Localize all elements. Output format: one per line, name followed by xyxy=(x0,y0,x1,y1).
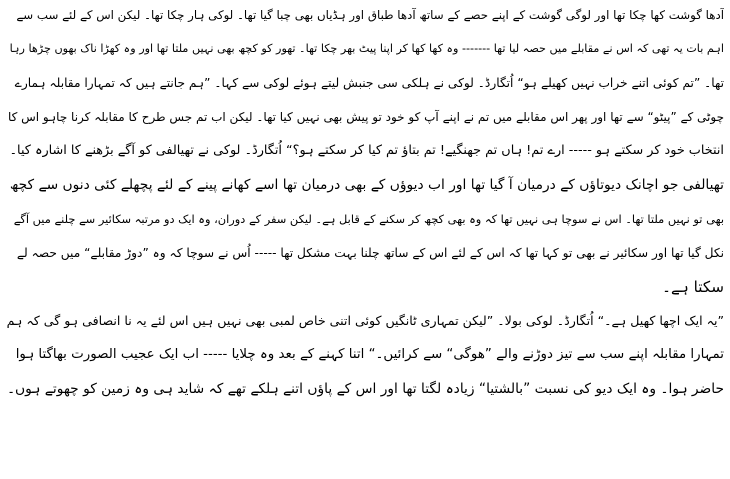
text-line-12: حاضر ہوا۔ وہ ایک دیو کی نسبت ”بالشتیا“ زیادہ لگتا تھا اور اس کے پاؤں اتنے ہلکے تھے کہ شاید ہی وہ زمین کو چھوتے ہوں۔ xyxy=(6,381,724,397)
text-line-5: انتخاب خود کر سکتے ہو ----- ارے تم! ہاں تم جھنگیے! تم بتاؤ تم کیا کر سکتے ہو؟“ اُتگارڈ۔ لوکی نے تھیالفی کو آگے بڑھنے کا اشارہ کیا۔ xyxy=(9,143,724,158)
text-line-11: تمہارا مقابلہ اپنے سب سے تیز دوڑنے والے ”ھوگی“ سے کرائیں۔“ اتنا کہنے کے بعد وہ چلایا ----- اب ایک عجیب الصورت بھاگتا ہوا xyxy=(15,347,724,362)
text-line-2: اہم بات یہ تھی کہ اس نے مقابلے میں حصہ لیا تھا ------- وہ کھا کھا کر اپنا پیٹ بھر چکا تھا۔ تھور کو کچھ بھی نہیں ملتا تھا اور وہ کھڑا ناک بھوں چڑھا رہا xyxy=(9,42,724,55)
text-line-1: آدھا گوشت کھا چکا تھا اور لوگی گوشت کے اپنے حصے کے ساتھ آدھا طباق اور ہڈیاں بھی چبا گیا تھا۔ لوکی ہار چکا تھا۔ لیکن اس کے لئے سب سے xyxy=(16,8,724,22)
text-line-10: ”یہ ایک اچھا کھیل ہے۔“ اُتگارڈ۔ لوکی بولا۔ ”لیکن تمہاری ٹانگیں کوئی اتنی خاص لمبی بھی نہیں ہیں اس لئے یہ نا انصافی ہو گی کہ ہم xyxy=(6,313,724,328)
text-line-6: تھیالفی جو اچانک دیوتاؤں کے درمیان آ گیا تھا اور اب دیوؤں کے بھی درمیان تھا اسے کھانے پینے کے لئے پچھلے کئی دنوں سے کچھ xyxy=(9,177,724,193)
text-line-9: سکتا ہے۔ xyxy=(662,278,724,296)
text-line-8: نکل گیا تھا اور سکائیر نے بھی تو کہا تھا کہ اس کے لئے اس کے ساتھ چلنا بہت مشکل تھا ----- اُس نے سوچا کہ وہ ”دوڑ مقابلے“ میں حصہ لے xyxy=(16,246,724,260)
text-line-4: چوٹی کے ”پیٹو“ سے تھا اور پھر اس مقابلے میں تم نے اپنے آپ کو خود تو پیش بھی نہیں کیا تھا۔ لیکن اب تم جس طرح کا مقابلہ کرنا چاہو اس کا xyxy=(7,110,724,124)
text-line-3: تھا۔ ”تم کوئی اتنے خراب نہیں کھیلے ہو“ اُتگارڈ۔ لوکی نے ہلکی سی جنبش لیتے ہوئے لوکی سے کہا۔ ”ہم جانتے ہیں کہ تمہارا مقابلہ ہمارے xyxy=(14,76,724,90)
text-line-7: بھی تو نہیں ملتا تھا۔ اس نے سوچا ہی نہیں تھا کہ وہ بھی کچھ کر سکنے کے قابل ہے۔ لیکن سفر کے دوران، وہ ایک دو مرتبہ سکائیر سے چلنے میں آگے xyxy=(13,212,724,226)
